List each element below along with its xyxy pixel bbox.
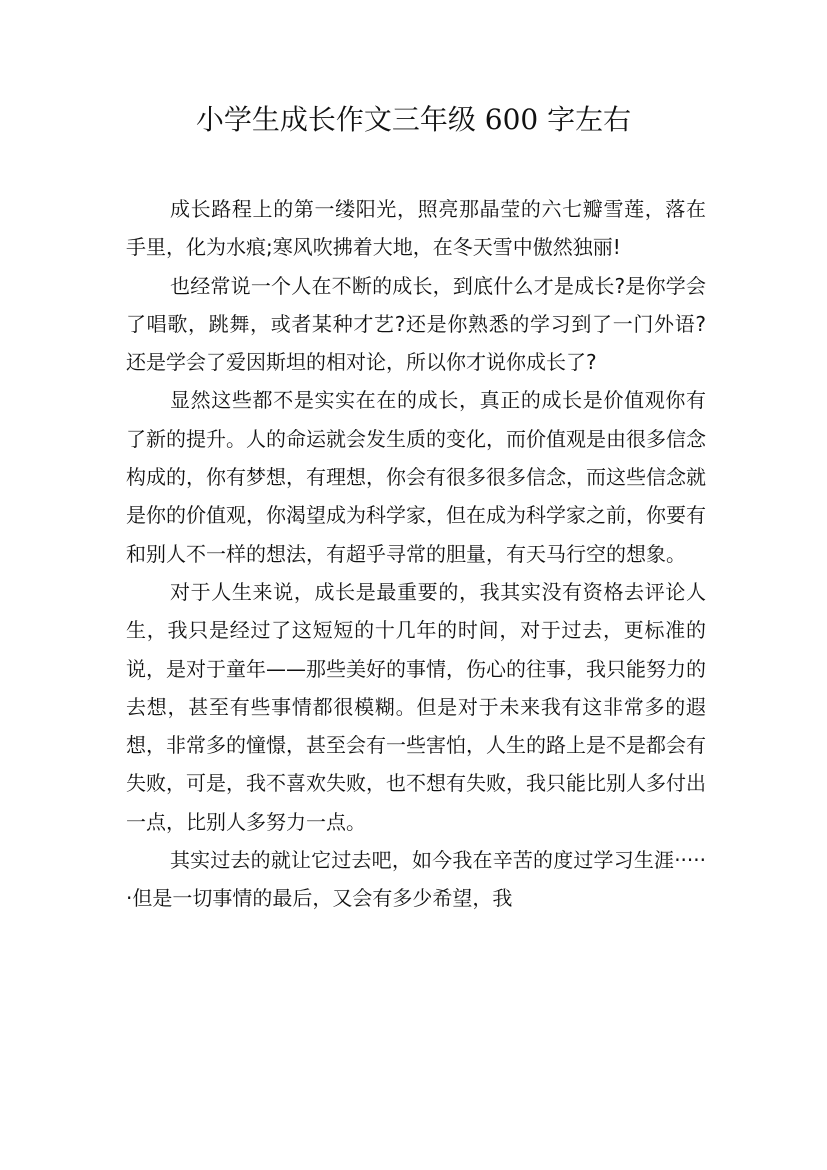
paragraph-3: 显然这些都不是实实在在的成长，真正的成长是价值观你有了新的提升。人的命运就会发生质的变化，而价值观是由很多信念构成的，你有梦想，有理想，你会有很多很多信念，而这些信念就是你的价值观，你渴望成为科学家，但在成为科学家之前，你要有和别人不一样的想法，有超乎寻常的胆量，有天马行空的想象。 — [126, 388, 706, 566]
document-body — [126, 190, 706, 918]
paragraph-1: 成长路程上的第一缕阳光，照亮那晶莹的六七瓣雪莲，落在手里，化为水痕;寒风吹拂着大地，在冬天雪中傲然独丽! — [126, 197, 706, 260]
paragraph-5: 其实过去的就让它过去吧，如今我在辛苦的度过学习生涯······但是一切事情的最后，又会有多少希望，我 — [126, 848, 706, 911]
paragraph-4: 对于人生来说，成长是最重要的，我其实没有资格去评论人生，我只是经过了这短短的十几年的时间，对于过去，更标准的说，是对于童年——那些美好的事情，伤心的往事，我只能努力的去想，甚至有些事情都很模糊。但是对于未来我有这非常多的遐想，非常多的憧憬，甚至会有一些害怕，人生的路上是不是都会有失败，可是，我不喜欢失败，也不想有失败，我只能比别人多付出一点，比别人多努力一点。 — [126, 579, 706, 834]
paragraph-2: 也经常说一个人在不断的成长，到底什么才是成长?是你学会了唱歌，跳舞，或者某种才艺?还是你熟悉的学习到了一门外语?还是学会了爱因斯坦的相对论，所以你才说你成长了? — [126, 273, 706, 375]
document-title: 小学生成长作文三年级 600 字左右 — [195, 103, 632, 136]
